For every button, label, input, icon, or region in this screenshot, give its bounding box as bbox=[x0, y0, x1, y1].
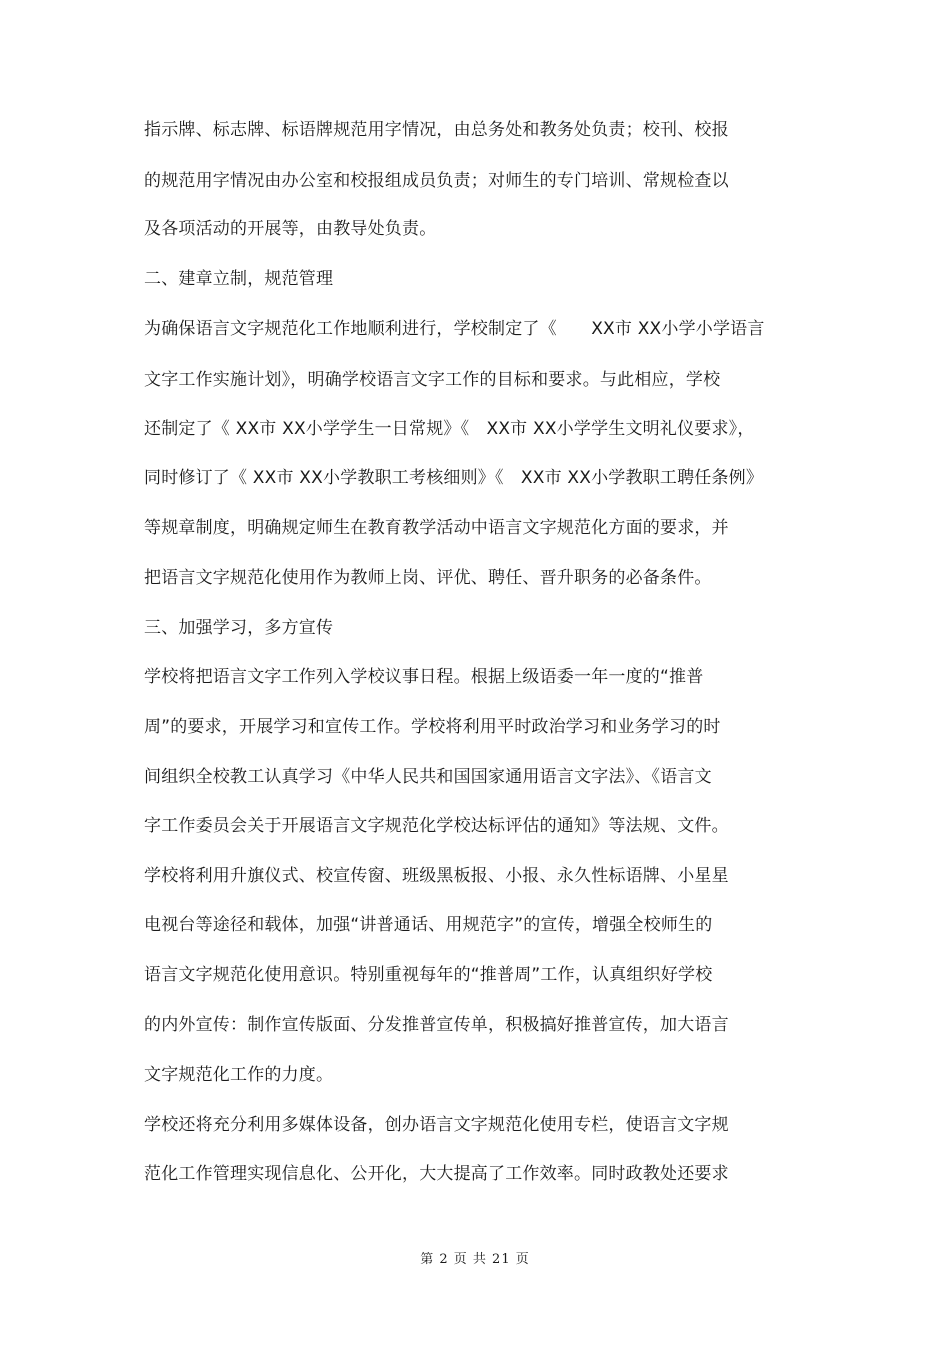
section-heading: 三、加强学习，多方宣传 bbox=[144, 618, 334, 638]
body-text-line: 字工作委员会关于开展语言文字规范化学校达标评估的通知》等法规、文件。 bbox=[144, 816, 729, 836]
body-text-line: 文字工作实施计划》，明确学校语言文字工作的目标和要求。与此相应，学校 bbox=[144, 370, 721, 390]
body-text-line: 语言文字规范化使用意识。特别重视每年的“推普周”工作，认真组织好学校 bbox=[144, 965, 713, 985]
body-text-line: 的内外宣传：制作宣传版面、分发推普宣传单，积极搞好推普宣传，加大语言 bbox=[144, 1015, 729, 1035]
body-text-line: 文字规范化工作的力度。 bbox=[144, 1065, 334, 1085]
body-text-line: 范化工作管理实现信息化、公开化，大大提高了工作效率。同时政教处还要求 bbox=[144, 1164, 729, 1184]
body-text-line: 的规范用字情况由办公室和校报组成员负责；对师生的专门培训、常规检查以 bbox=[144, 171, 729, 191]
body-text-line: 周”的要求，开展学习和宣传工作。学校将利用平时政治学习和业务学习的时 bbox=[144, 717, 721, 737]
body-text-line: 电视台等途径和载体，加强“讲普通话、用规范字”的宣传，增强全校师生的 bbox=[144, 915, 713, 935]
body-text-line: 学校还将充分利用多媒体设备，创办语言文字规范化使用专栏，使语言文字规 bbox=[144, 1115, 729, 1135]
section-heading: 二、建章立制，规范管理 bbox=[144, 269, 334, 289]
body-text-line: 把语言文字规范化使用作为教师上岗、评优、聘任、晋升职务的必备条件。 bbox=[144, 568, 712, 588]
body-text-line: 指示牌、标志牌、标语牌规范用字情况，由总务处和教务处负责；校刊、校报 bbox=[144, 120, 729, 140]
body-text-line: 间组织全校教工认真学习《中华人民共和国国家通用语言文字法》、《语言文 bbox=[144, 767, 712, 787]
body-text-line: 为确保语言文字规范化工作地顺利进行，学校制定了《 XX市 XX小学小学语言 bbox=[144, 319, 765, 339]
page-number-footer: 第 2 页 共 21 页 bbox=[420, 1252, 530, 1267]
body-text-line: 学校将利用升旗仪式、校宣传窗、班级黑板报、小报、永久性标语牌、小星星 bbox=[144, 866, 729, 886]
body-text-line: 等规章制度，明确规定师生在教育教学活动中语言文字规范化方面的要求，并 bbox=[144, 518, 729, 538]
body-text-line: 还制定了《 XX市 XX小学学生一日常规》《 XX市 XX小学学生文明礼仪要求》， bbox=[144, 419, 755, 439]
body-text-line: 学校将把语言文字工作列入学校议事日程。根据上级语委一年一度的“推普 bbox=[144, 667, 704, 687]
body-text-line: 同时修订了《 XX市 XX小学教职工考核细则》《 XX市 XX小学教职工聘任条例》 bbox=[144, 468, 764, 488]
body-text-line: 及各项活动的开展等，由教导处负责。 bbox=[144, 219, 437, 239]
